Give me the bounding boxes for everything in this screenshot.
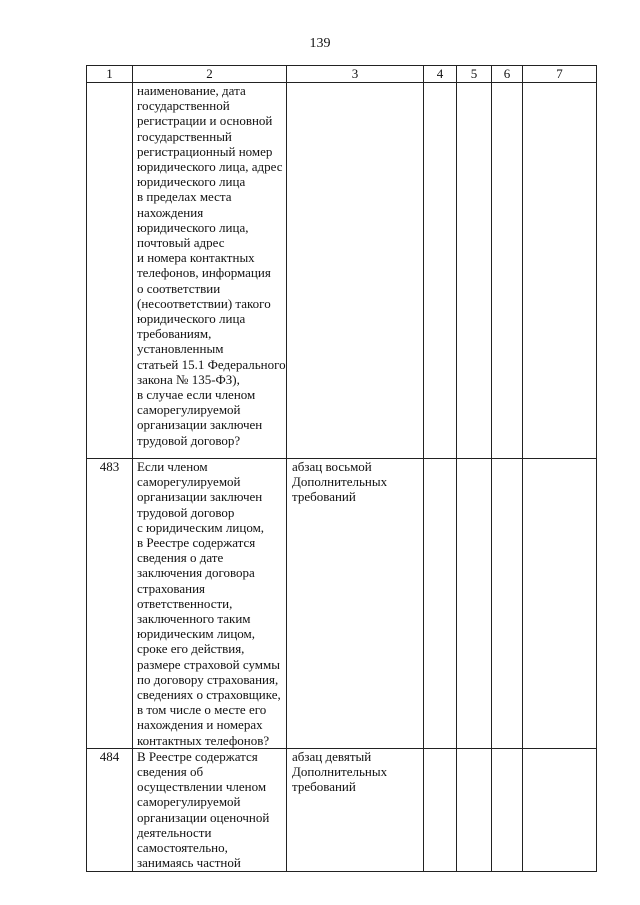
requirement-line: и номера контактных — [137, 250, 255, 266]
requirement-line: нахождения — [137, 204, 204, 220]
requirement-line: самостоятельно, — [137, 840, 228, 856]
requirement-line: государственный — [137, 128, 232, 144]
requirement-line: страхования — [137, 580, 206, 596]
column-6-cell — [492, 83, 523, 459]
basis-line: Дополнительных — [292, 764, 388, 780]
requirement-line: сведения о дате — [137, 550, 224, 566]
basis-line: требований — [292, 779, 356, 795]
requirement-line: сведениях о страховщике, — [137, 687, 281, 703]
requirement-line: сроке его действия, — [137, 641, 245, 657]
column-header: 6 — [492, 66, 523, 83]
page-number: 139 — [309, 36, 331, 51]
column-7-cell — [523, 83, 597, 459]
requirement-line: в том числе о месте его — [137, 702, 267, 718]
table-row — [87, 83, 597, 459]
requirement-line: трудовой договор — [137, 504, 235, 520]
requirement-line: в Реестре содержатся — [137, 535, 256, 551]
requirement-line: контактных телефонов? — [137, 732, 270, 748]
requirement-line: организации заключен — [137, 489, 263, 505]
column-6-cell — [492, 748, 523, 871]
requirement-cell — [133, 459, 287, 749]
basis-cell — [287, 748, 424, 871]
requirement-line: юридического лица — [137, 174, 246, 190]
requirement-line: регистрации и основной — [137, 113, 273, 129]
column-header: 3 — [287, 66, 424, 83]
column-header: 7 — [523, 66, 597, 83]
table-header-row — [87, 66, 597, 83]
requirement-line: саморегулируемой — [137, 794, 241, 810]
column-header: 2 — [133, 66, 287, 83]
requirement-line: занимаясь частной — [137, 855, 241, 871]
basis-line: абзац девятый — [292, 748, 372, 764]
table-row — [87, 459, 597, 749]
column-header: 1 — [87, 66, 133, 83]
requirement-line: В Реестре содержатся — [137, 748, 258, 764]
column-header: 5 — [457, 66, 492, 83]
requirement-line: с юридическим лицом, — [137, 519, 265, 535]
table-row — [87, 748, 597, 871]
requirement-line: организации оценочной — [137, 809, 270, 825]
requirement-line: нахождения и номерах — [137, 717, 263, 733]
requirement-line: наименование, дата — [137, 83, 246, 98]
requirement-cell — [133, 83, 287, 459]
requirement-line: организации заключен — [137, 417, 263, 433]
requirement-line: осуществлении членом — [137, 779, 267, 795]
basis-cell — [287, 459, 424, 749]
column-7-cell — [523, 459, 597, 749]
requirements-table — [86, 65, 597, 872]
column-5-cell — [457, 459, 492, 749]
basis-line: требований — [292, 489, 356, 505]
requirement-line: (несоответствии) такого — [137, 295, 271, 311]
basis-cell — [287, 83, 424, 459]
requirement-line: о соответствии — [137, 280, 221, 296]
requirement-line: в случае если членом — [137, 387, 256, 403]
requirement-line: ответственности, — [137, 595, 233, 611]
requirement-line: заключенного таким — [137, 611, 251, 627]
column-4-cell — [424, 459, 457, 749]
requirement-line: размере страховой суммы — [137, 656, 280, 672]
requirement-line: Если членом — [137, 459, 208, 474]
requirement-line: саморегулируемой — [137, 402, 241, 418]
basis-line: абзац восьмой — [292, 459, 372, 474]
requirement-line: юридического лица, адрес — [137, 159, 283, 175]
column-header: 4 — [424, 66, 457, 83]
requirement-line: государственной — [137, 98, 230, 114]
basis-line: Дополнительных — [292, 474, 388, 490]
row-number-cell: 483 — [87, 459, 133, 749]
requirement-line: юридического лица — [137, 311, 246, 327]
row-number-cell: 484 — [87, 748, 133, 871]
requirement-line: почтовый адрес — [137, 235, 225, 251]
requirement-line: требованиям, — [137, 326, 212, 342]
requirement-line: в пределах места — [137, 189, 232, 205]
column-5-cell — [457, 748, 492, 871]
row-number-cell — [87, 83, 133, 459]
requirement-line: юридического лица, — [137, 219, 249, 235]
requirement-line: саморегулируемой — [137, 474, 241, 490]
column-7-cell — [523, 748, 597, 871]
column-4-cell — [424, 83, 457, 459]
requirement-line: установленным — [137, 341, 224, 357]
requirement-line: телефонов, информация — [137, 265, 271, 281]
column-4-cell — [424, 748, 457, 871]
requirement-line: трудовой договор? — [137, 432, 241, 448]
requirement-line: закона № 135-ФЗ), — [137, 371, 240, 387]
requirement-line: статьей 15.1 Федерального — [137, 356, 286, 372]
column-5-cell — [457, 83, 492, 459]
requirement-cell — [133, 748, 287, 871]
requirement-line: деятельности — [137, 824, 212, 840]
requirement-line: заключения договора — [137, 565, 255, 581]
requirement-line: по договору страхования, — [137, 671, 279, 687]
column-6-cell — [492, 459, 523, 749]
requirement-line: регистрационный номер — [137, 143, 273, 159]
requirement-line: юридическим лицом, — [137, 626, 256, 642]
requirement-line: сведения об — [137, 764, 204, 780]
